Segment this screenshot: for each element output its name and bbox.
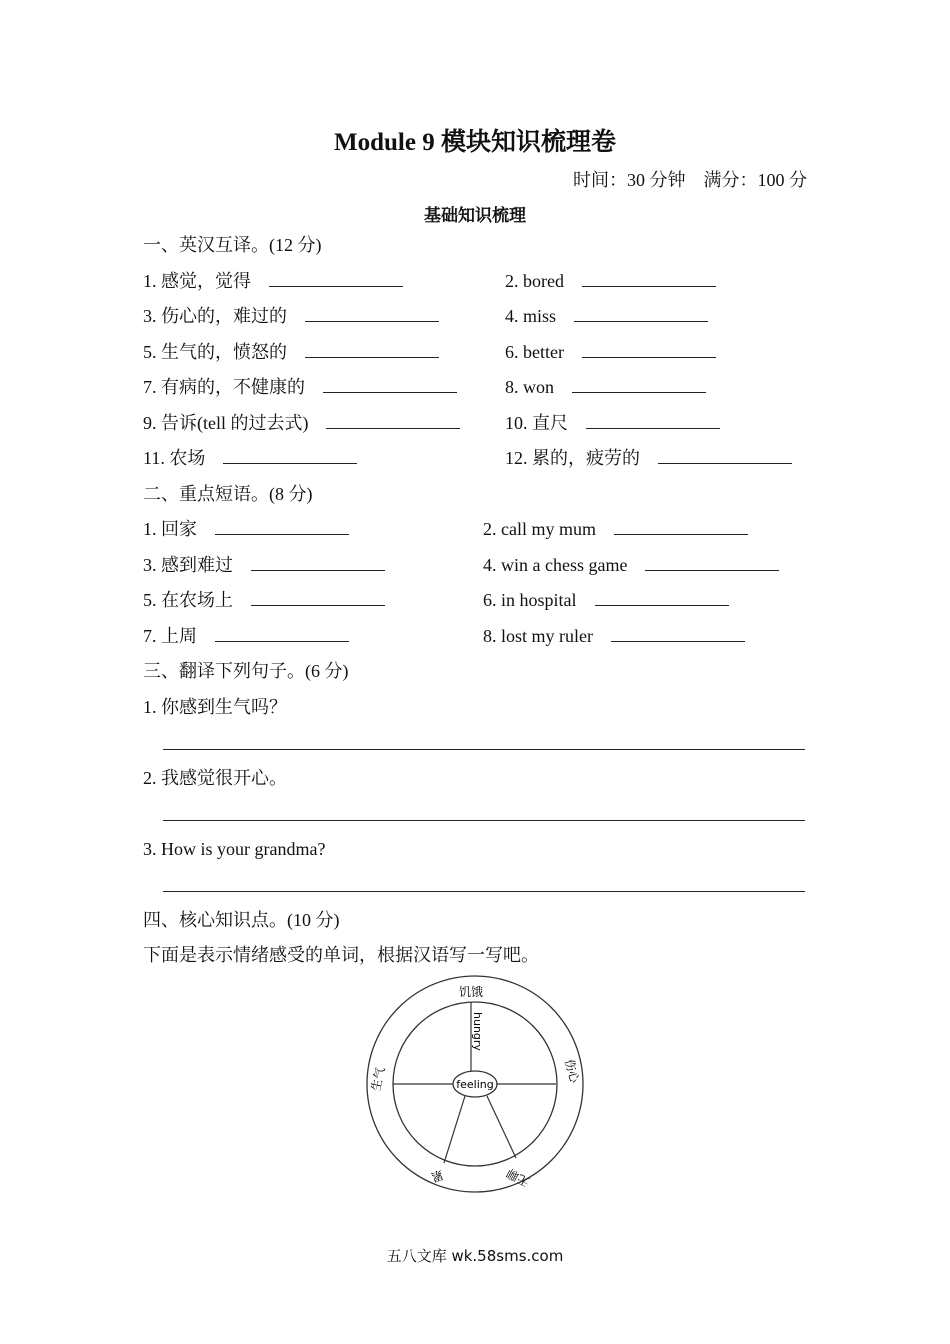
exercise-item: 5. 在农场上 (143, 588, 385, 612)
bottom-right-label: 无聊 (504, 1165, 533, 1190)
exercise-item: 7. 有病的，不健康的 (143, 375, 457, 399)
section2-heading: 二、重点短语。(8 分) (143, 484, 313, 504)
top-answer: hungry (471, 1012, 484, 1051)
answer-blank[interactable] (595, 589, 729, 606)
exercise-item: 12. 累的，疲劳的 (505, 446, 792, 470)
spoke-bottom-right (487, 1096, 516, 1158)
answer-blank[interactable] (251, 554, 385, 571)
exercise-item: 8. won (505, 375, 706, 399)
answer-line[interactable] (163, 749, 805, 750)
left-label: 生气 (368, 1065, 388, 1093)
exercise-item: 9. 告诉(tell 的过去式) (143, 411, 460, 435)
footer-watermark: 五八文库 wk.58sms.com (386, 1247, 564, 1265)
center-label: feeling (456, 1078, 494, 1091)
sentence-item: 2. 我感觉很开心。 (143, 768, 287, 788)
time-score-info: 时间：30 分钟 满分：100 分 (573, 170, 807, 190)
section4-heading: 四、核心知识点。(10 分) (143, 910, 340, 930)
spoke-bottom-left (444, 1096, 465, 1163)
exercise-item: 1. 回家 (143, 517, 349, 541)
answer-blank[interactable] (658, 447, 792, 464)
exercise-item: 10. 直尺 (505, 411, 720, 435)
answer-blank[interactable] (614, 518, 748, 535)
feeling-wheel-diagram (360, 972, 592, 1198)
exercise-item: 2. call my mum (483, 517, 748, 541)
answer-blank[interactable] (215, 518, 349, 535)
section3-heading: 三、翻译下列句子。(6 分) (143, 661, 349, 681)
answer-line[interactable] (163, 820, 805, 821)
sentence-item: 1. 你感到生气吗？ (143, 697, 287, 717)
section1-heading: 一、英汉互译。(12 分) (143, 235, 322, 255)
answer-blank[interactable] (223, 447, 357, 464)
page-title: Module 9 模块知识梳理卷 (334, 129, 616, 156)
exercise-item: 6. better (505, 340, 716, 364)
exercise-item: 4. win a chess game (483, 553, 779, 577)
exercise-item: 3. 感到难过 (143, 553, 385, 577)
answer-blank[interactable] (215, 625, 349, 642)
answer-line[interactable] (163, 891, 805, 892)
answer-blank[interactable] (645, 554, 779, 571)
exercise-item: 1. 感觉，觉得 (143, 269, 403, 293)
exercise-item: 2. bored (505, 269, 716, 293)
answer-blank[interactable] (572, 376, 706, 393)
answer-blank[interactable] (582, 341, 716, 358)
answer-blank[interactable] (323, 376, 457, 393)
section-subtitle: 基础知识梳理 (424, 206, 526, 225)
exercise-item: 7. 上周 (143, 624, 349, 648)
exercise-item: 4. miss (505, 304, 708, 328)
answer-blank[interactable] (582, 270, 716, 287)
answer-blank[interactable] (305, 305, 439, 322)
top-label: 饥饿 (458, 985, 484, 999)
answer-blank[interactable] (305, 341, 439, 358)
answer-blank[interactable] (269, 270, 403, 287)
exercise-item: 5. 生气的，愤怒的 (143, 340, 439, 364)
answer-blank[interactable] (574, 305, 708, 322)
answer-blank[interactable] (586, 412, 720, 429)
section4-instruction: 下面是表示情绪感受的单词，根据汉语写一写吧。 (143, 945, 539, 965)
exercise-item: 6. in hospital (483, 588, 729, 612)
answer-blank[interactable] (326, 412, 460, 429)
exercise-item: 8. lost my ruler (483, 624, 745, 648)
exercise-item: 3. 伤心的，难过的 (143, 304, 439, 328)
answer-blank[interactable] (251, 589, 385, 606)
sentence-item: 3. How is your grandma? (143, 839, 326, 859)
bottom-left-label: 累 (429, 1167, 446, 1185)
exercise-item: 11. 农场 (143, 446, 357, 470)
answer-blank[interactable] (611, 625, 745, 642)
right-label: 伤心 (561, 1057, 582, 1085)
